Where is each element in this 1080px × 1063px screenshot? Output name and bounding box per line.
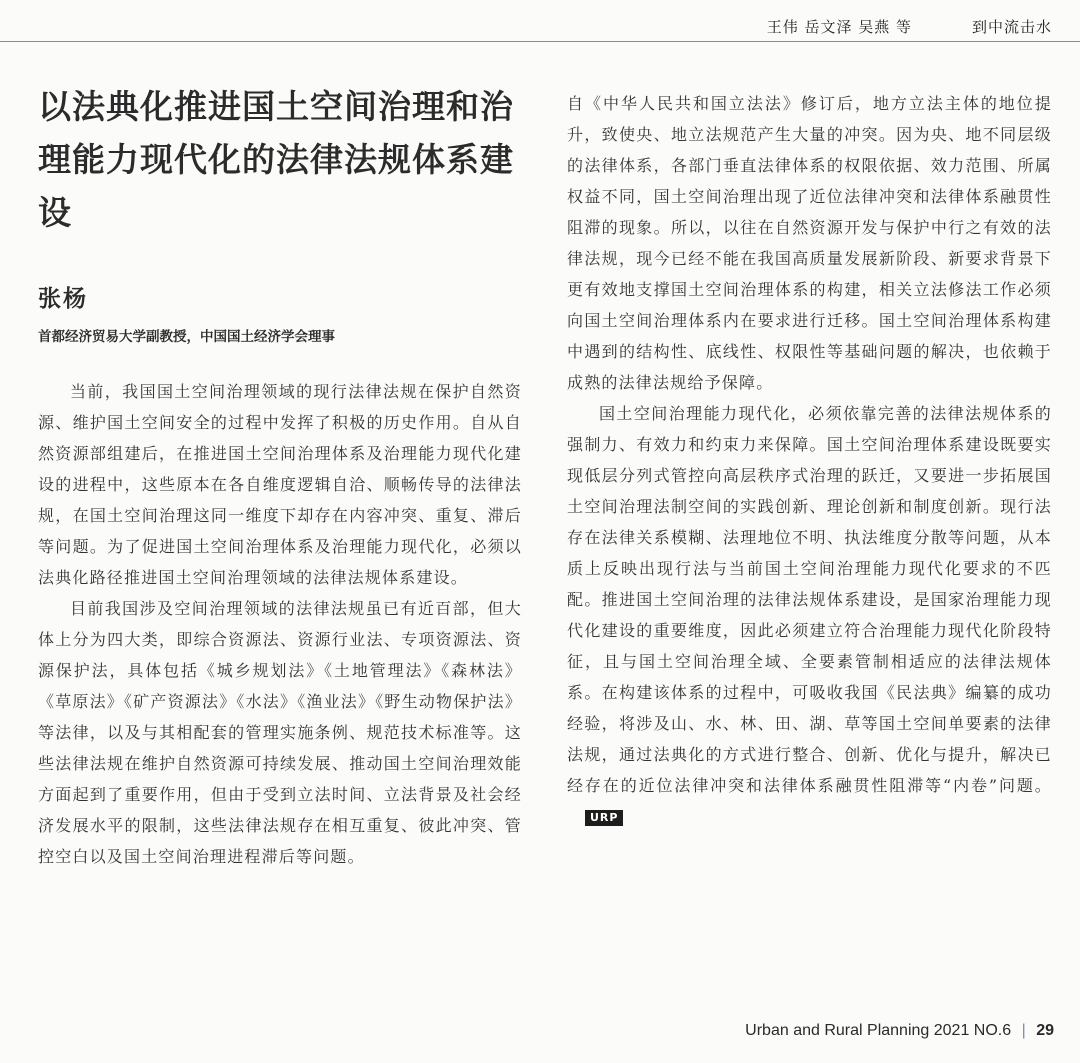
header-authors: 王伟 岳文泽 吴燕 等 [766, 18, 912, 36]
header-section-title: 到中流击水 [971, 18, 1052, 36]
author-name: 张杨 [38, 286, 88, 312]
right-column [567, 88, 1052, 832]
journal-name: Urban and Rural Planning [745, 1022, 930, 1039]
paragraph-4 [567, 398, 1052, 832]
paragraph-1: 当前，我国国土空间治理领域的现行法律法规在保护自然资源、维护国土空间安全的过程中发挥了积极的历史作用。自从自然资源部组建后，在推进国土空间治理体系及治理能力现代化建设的进程中，这些原本在各自维度逻辑自洽、顺畅传导的法律法规，在国土空间治理这同一维度下却存在内容冲突、重复、滞后等问题。为了促进国土空间治理体系及治理能力现代化，必须以法典化路径推进国土空间治理领域的法律法规体系建设。 [38, 382, 522, 587]
author-affiliation: 首都经济贸易大学副教授，中国国土经济学会理事 [38, 329, 335, 345]
issue-number: 2021 NO.6 [933, 1022, 1012, 1039]
paragraph-2: 目前我国涉及空间治理领域的法律法规虽已有近百部，但大体上分为四大类，即综合资源法、资源行业法、专项资源法、资源保护法，具体包括《城乡规划法》《土地管理法》《森林法》《草原法》《矿产资源法》《水法》《渔业法》《野生动物保护法》等法律，以及与其相配套的管理实施条例、规范技术标准等。这些法律法规在维护自然资源可持续发展、推动国土空间治理效能方面起到了重要作用，但由于受到立法时间、立法背景及社会经济发展水平的限制，这些法律法规存在相互重复、彼此冲突、管控空白以及国土空间治理进程滞后等问题。 [38, 599, 523, 866]
header-divider [0, 41, 1080, 42]
paragraph-4-text: 国土空间治理能力现代化，必须依靠完善的法律法规体系的强制力、有效力和约束力来保障。国土空间治理体系建设既要实现低层分列式管控向高层秩序式治理的跃迁，又要进一步拓展国土空间治理法制空间的实践创新、理论创新和制度创新。现行法存在法律关系模糊、法理地位不明、执法维度分散等问题，从本质上反映出现行法与当前国土空间治理能力现代化要求的不匹配。推进国土空间治理的法律法规体系建设，是国家治理能力现代化建设的重要维度，因此必须建立符合治理能力现代化阶段特征，且与国土空间治理全域、全要素管制相适应的法律法规体系。在构建该体系的过程中，可吸收我国《民法典》编纂的成功经验，将涉及山、水、林、田、湖、草等国土空间单要素的法律法规，通过法典化的方式进行整合、创新、优化与提升，解决已经存在的近位法律冲突和法律体系融贯性阻滞等“内卷”问题。 [567, 404, 1052, 795]
footer-separator: | [1021, 1022, 1026, 1039]
left-column [38, 80, 522, 872]
running-header [0, 0, 1080, 42]
paragraph-3: 自《中华人民共和国立法法》修订后，地方立法主体的地位提升，致使央、地立法规范产生大量的冲突。因为央、地不同层级的法律体系，各部门垂直法律体系的权限依据、效力范围、所属权益不同，国土空间治理出现了近位法律冲突和法律体系融贯性阻滞的现象。所以，以往在自然资源开发与保护中行之有效的法律法规，现今已经不能在我国高质量发展新阶段、新要求背景下更有效地支撑国土空间治理体系的构建，相关立法修法工作必须向国土空间治理体系内在要求进行迁移。国土空间治理体系构建中遇到的结构性、底线性、权限性等基础问题的解决，也依赖于成熟的法律法规给予保障。 [567, 94, 1052, 392]
article-title: 以法典化推进国土空间治理和治理能力现代化的法律法规体系建设 [38, 87, 514, 232]
page-footer [745, 1022, 1054, 1040]
page-number: 29 [1036, 1022, 1054, 1039]
urp-end-mark: URP [585, 810, 623, 826]
